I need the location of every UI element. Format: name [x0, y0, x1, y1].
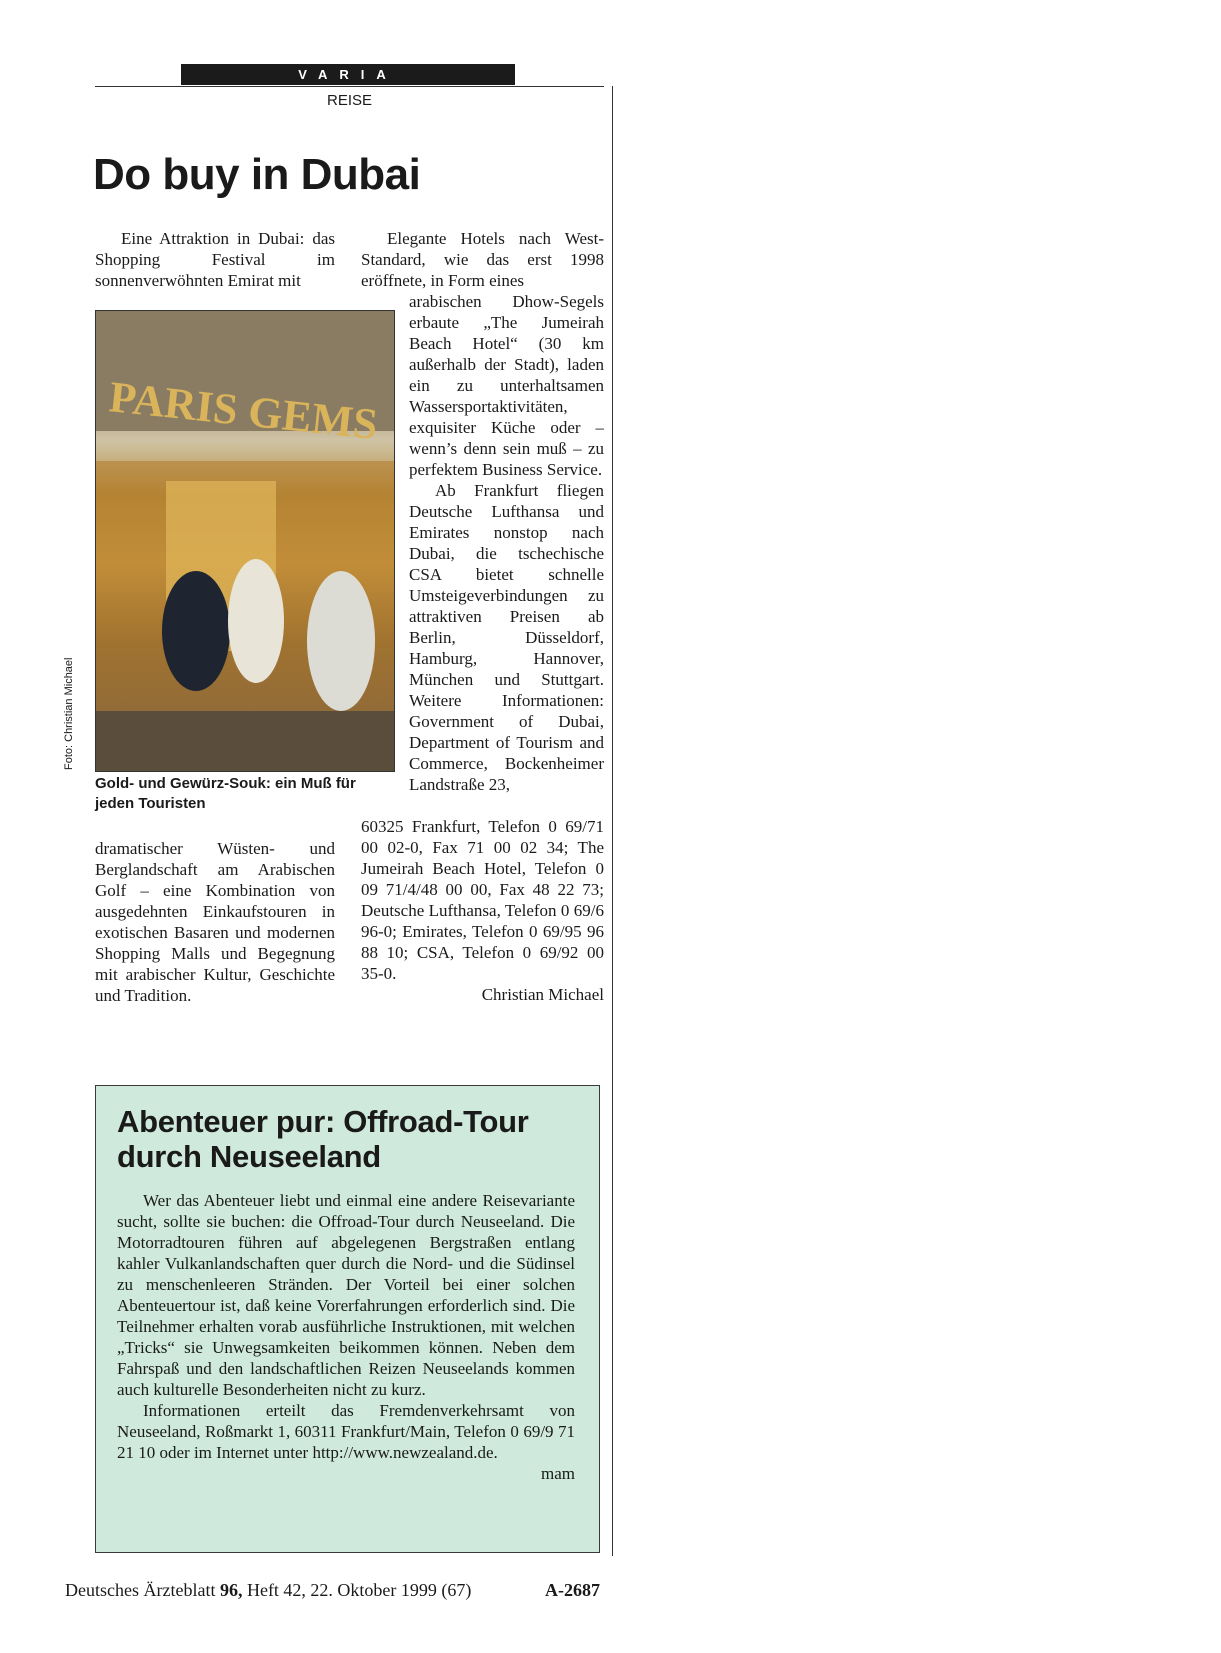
footer-journal: Deutsches Ärzteblatt: [65, 1580, 216, 1600]
photo-caption: Gold- und Gewürz-Souk: ein Muß für jeden Touristen: [95, 775, 356, 812]
box-title: Abenteuer pur: Offroad-Tour durch Neuseeland: [117, 1104, 529, 1174]
article-right-paragraph-2: Ab Frankfurt fliegen Deutsche Lufthansa und Emirates nonstop nach Dubai, die tschechische CSA bietet schnelle Umsteigeverbindungen zu attraktiven Preisen ab Berlin, Düsseldorf, Hamburg, Hannover, München und Stuttgart. Weitere Informationen: Government of Dubai, Department of Tourism and Commerce, Bockenheimer Landstraße 23,: [409, 481, 604, 794]
person-figure-2: [228, 559, 284, 683]
article-title: Do buy in Dubai: [93, 150, 421, 199]
store-sign-text: PARIS GEMS: [106, 372, 380, 450]
article-right-wrap: [409, 291, 604, 795]
sidebar-box-article: [95, 1085, 600, 1553]
person-figure-1: [162, 571, 230, 691]
article-left-continued: dramatischer Wüsten- und Berglandschaft am Arabischen Golf – eine Kombination von ausgedehnten Einkaufstouren in exotischen Basaren und modernen Shopping Malls und Begegnung mit arabischer Kultur, Geschichte und Tradition.: [95, 839, 335, 1005]
footer-page-number: A-2687: [545, 1580, 600, 1600]
souk-photo-illustration: [96, 311, 394, 771]
floor: [96, 711, 394, 771]
header-rule: [95, 86, 604, 87]
photo-credit: Foto: Christian Michael: [63, 657, 75, 770]
section-banner: [181, 64, 515, 85]
footer-issue: Heft 42, 22. Oktober 1999 (67): [246, 1580, 472, 1600]
page-footer: [65, 1580, 600, 1601]
section-label: VARIA: [298, 67, 398, 82]
box-paragraph-1: Wer das Abenteuer liebt und einmal eine andere Reisevariante sucht, sollte sie buchen: die Offroad-Tour durch Neuseeland. Die Motorradtouren führen auf abgelegenen Bergstraßen entlang kahler Vulkanlandschaften quer durch die Nord- und die Südinsel zu menschenleeren Stränden. Der Vorteil bei einer solchen Abenteuertour ist, daß keine Vorerfahrungen erforderlich sind. Die Teilnehmer erhalten vorab ausführliche Instruktionen, mit welchen „Tricks“ sie Unwegsamkeiten beikommen können. Neben dem Fahrspaß und den landschaftlichen Reizen Neuseelands kommen auch kulturelle Besonderheiten nicht zu kurz.: [117, 1191, 575, 1399]
article-right-paragraph-1: arabischen Dhow-Segels erbaute „The Jumeirah Beach Hotel“ (30 km außerhalb der Stadt), laden ein zu unterhaltsamen Wassersportaktivitäten, exquisiter Küche oder – wenn’s denn sein muß – zu perfektem Business Service.: [409, 292, 604, 479]
article-photo: [95, 310, 395, 772]
subsection-label: REISE: [326, 92, 372, 109]
column-rule: [612, 86, 613, 1556]
article-contact-details: 60325 Frankfurt, Telefon 0 69/71 00 02-0, Fax 71 00 02 34; The Jumeirah Beach Hotel, Telefon 0 09 71/4/48 00 00, Fax 48 22 73; Deutsche Lufthansa, Telefon 0 69/6 96-0; Emirates, Telefon 0 69/95 96 88 10; CSA, Telefon 0 69/92 00 35-0.: [361, 817, 604, 983]
footer-volume: 96,: [219, 1580, 243, 1600]
box-paragraph-2: Informationen erteilt das Fremdenverkehrsamt von Neuseeland, Roßmarkt 1, 60311 Frankfurt/Main, Telefon 0 69/9 71 21 10 oder im Internet unter http://www.newzealand.de.: [117, 1401, 575, 1462]
box-body: [117, 1190, 575, 1484]
article-left-intro: Eine Attraktion in Dubai: das Shopping Festival im sonnenverwöhnten Emirat mit: [95, 229, 335, 290]
article-right-intro: Elegante Hotels nach West-Standard, wie das erst 1998 eröffnete, in Form eines: [361, 229, 604, 290]
article-byline: Christian Michael: [481, 985, 604, 1004]
person-figure-3: [307, 571, 375, 711]
box-byline: mam: [541, 1464, 575, 1483]
article-right-bottom: [361, 816, 604, 1005]
